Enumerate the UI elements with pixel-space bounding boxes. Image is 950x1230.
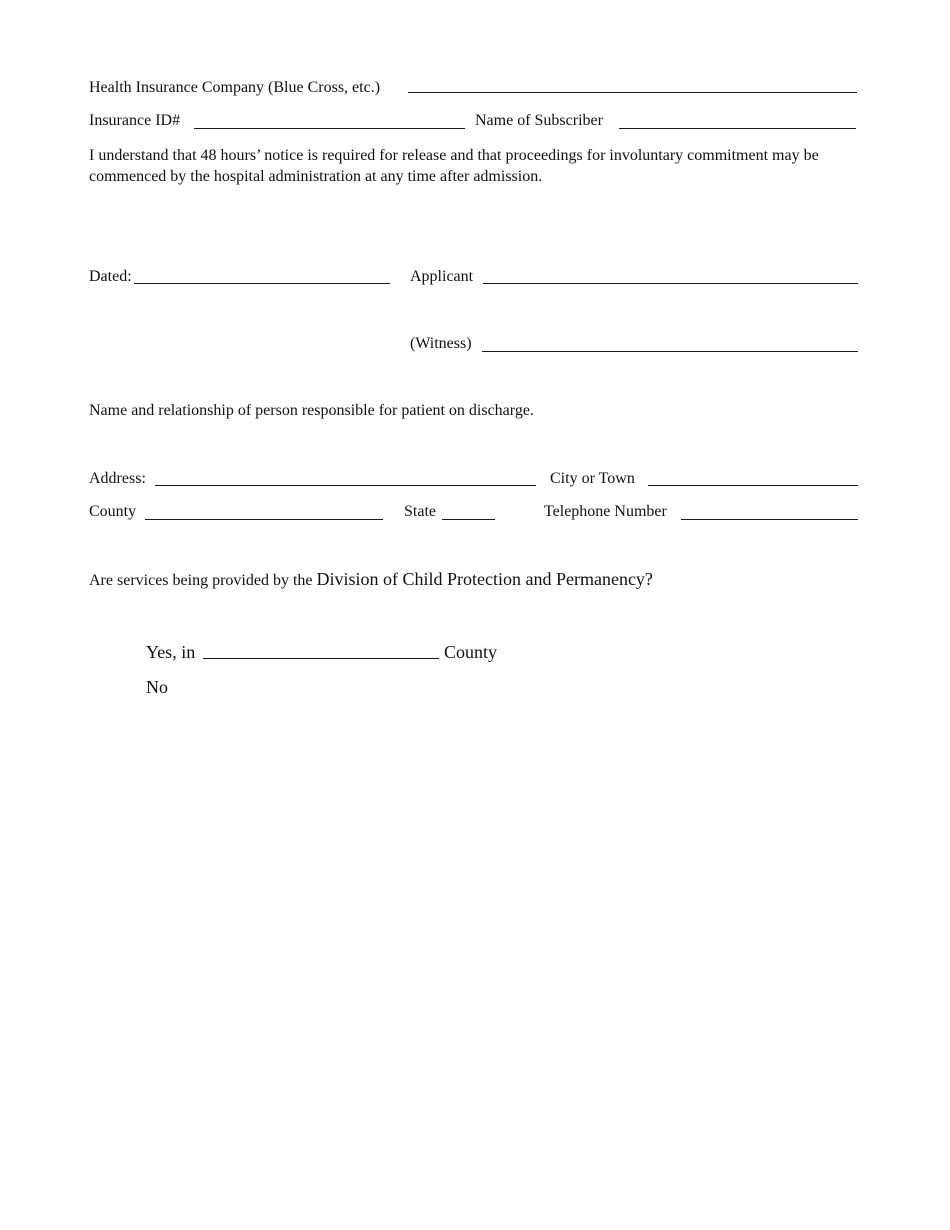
no-option-label[interactable]: No <box>146 677 168 697</box>
city-label: City or Town <box>550 470 635 487</box>
responsible-person-text: Name and relationship of person responsible for patient on discharge. <box>89 402 534 419</box>
yes-option-label[interactable]: Yes, in <box>146 642 196 662</box>
insurance-id-label: Insurance ID# <box>89 112 181 129</box>
services-question-prefix: Are services being provided by the <box>89 572 317 589</box>
telephone-label: Telephone Number <box>544 503 667 520</box>
yes-county-field[interactable] <box>203 658 439 659</box>
witness-signature-field[interactable] <box>482 351 858 352</box>
services-question-agency: Division of Child Protection and Permanency? <box>316 569 653 589</box>
address-label: Address: <box>89 470 146 487</box>
state-label: State <box>404 503 436 520</box>
insurance-company-label: Health Insurance Company (Blue Cross, etc.) <box>89 79 381 96</box>
dated-field[interactable] <box>134 283 390 284</box>
state-field[interactable] <box>442 519 495 520</box>
city-field[interactable] <box>648 485 858 486</box>
witness-label: (Witness) <box>410 335 472 352</box>
subscriber-label: Name of Subscriber <box>475 112 603 129</box>
telephone-field[interactable] <box>681 519 858 520</box>
subscriber-field[interactable] <box>619 128 856 129</box>
address-field[interactable] <box>155 485 536 486</box>
insurance-company-field[interactable] <box>408 92 857 93</box>
insurance-id-field[interactable] <box>194 128 465 129</box>
county-label: County <box>89 503 137 520</box>
yes-county-suffix: County <box>444 642 498 662</box>
services-question <box>89 569 653 591</box>
applicant-signature-field[interactable] <box>483 283 858 284</box>
county-field[interactable] <box>145 519 383 520</box>
dated-label: Dated: <box>89 268 132 285</box>
release-notice-text: I understand that 48 hours’ notice is required for release and that proceedings for involuntary commitment may be commenced by the hospital administration at any time after admission. <box>89 147 819 185</box>
applicant-label: Applicant <box>410 268 474 285</box>
